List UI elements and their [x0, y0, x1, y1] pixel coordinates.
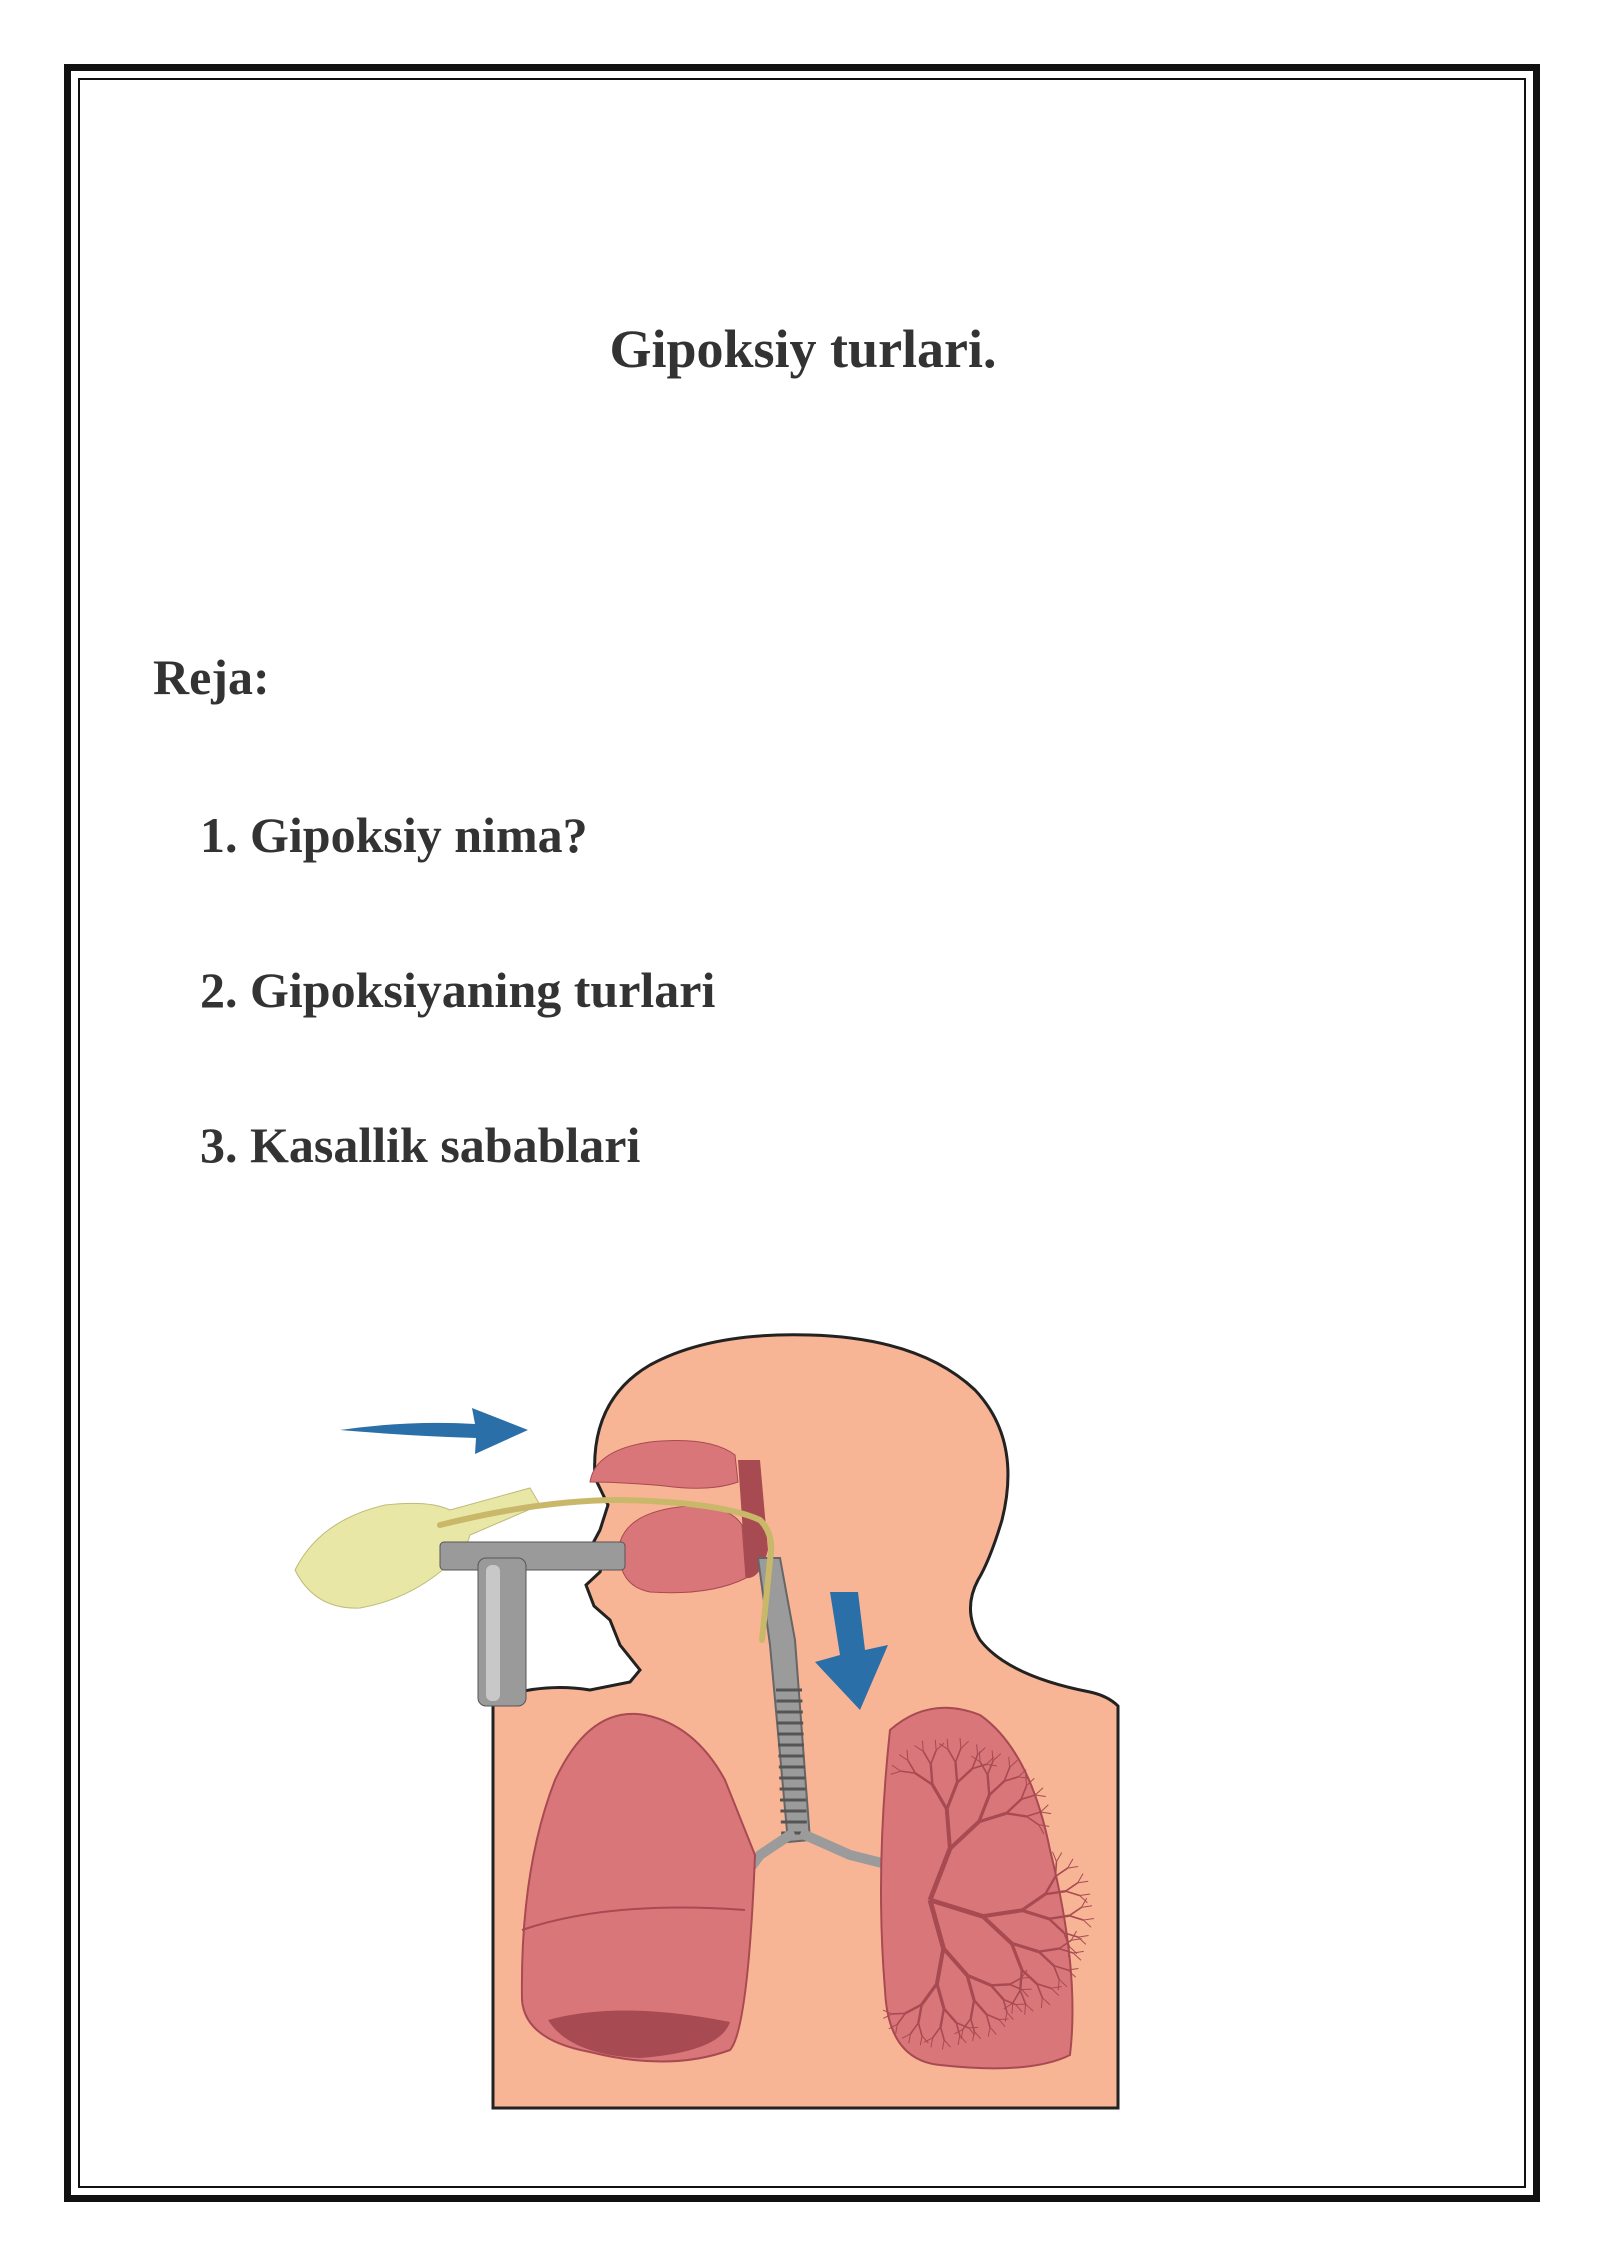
plan-item-text: Kasallik sabablari — [250, 1117, 641, 1173]
document-title: Gipoksiy turlari. — [609, 319, 997, 379]
plan-item-text: Gipoksiy nima? — [250, 807, 588, 863]
plan-item-text: Gipoksiyaning turlari — [250, 962, 716, 1018]
plan-item — [200, 806, 715, 961]
arrow-icon — [340, 1408, 528, 1454]
plan-item-number: 1. — [200, 807, 238, 863]
respiratory-illustration — [290, 1310, 1190, 2110]
plan-heading: Reja: — [153, 649, 270, 705]
plan-item-number: 3. — [200, 1117, 238, 1173]
plan-item-number: 2. — [200, 962, 238, 1018]
plan-list — [200, 806, 715, 1271]
plan-item — [200, 1116, 715, 1271]
plan-item — [200, 961, 715, 1116]
